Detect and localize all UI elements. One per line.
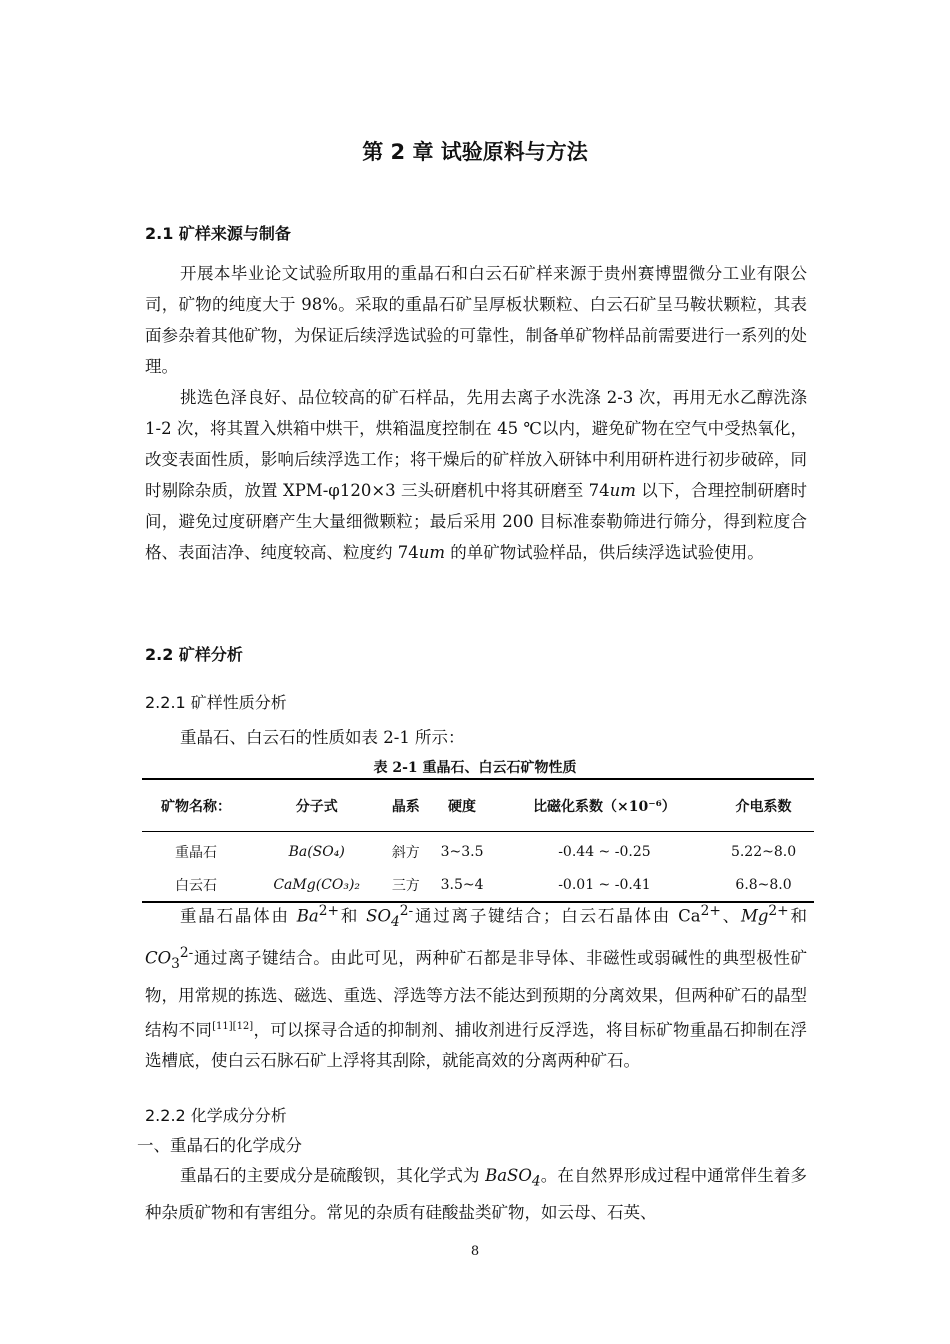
section-heading-2-2-1: 2.2.1 矿样性质分析 bbox=[145, 693, 287, 712]
table-row bbox=[142, 832, 814, 869]
mineral-properties-table bbox=[142, 778, 814, 903]
table-header-cell: 矿物名称： bbox=[142, 779, 250, 832]
section-heading-2-2: 2.2 矿样分析 bbox=[145, 645, 243, 664]
table-header-cell: 介电系数 bbox=[713, 779, 814, 832]
citation-ref: [11][12] bbox=[212, 1020, 254, 1032]
table-cell: CaMg(CO₃)₂ bbox=[250, 868, 383, 902]
table-cell: 5.22~8.0 bbox=[730, 843, 797, 860]
table-cell: 3.5~4 bbox=[428, 868, 495, 902]
section-heading-2-1: 2.1 矿样来源与制备 bbox=[145, 224, 291, 243]
table-cell: -0.01 ~ -0.41 bbox=[496, 868, 713, 902]
table-cell: 重晶石 bbox=[175, 844, 218, 861]
table-cell: Ba(SO₄) bbox=[288, 843, 345, 860]
table-header-cell: 硬度 bbox=[428, 779, 495, 832]
paragraph-sample-source: 开展本毕业论文试验所取用的重晶石和白云石矿样来源于贵州赛博盟微分工业有限公司，矿物的纯度大于 98%。采取的重晶石矿呈厚板状颗粒、白云石矿呈马鞍状颗粒，其表面参杂着其他矿物，为保证后续浮选试验的可靠性，制备单矿物样品前需要进行一系列的处理。 bbox=[145, 264, 807, 376]
table-header-row bbox=[142, 779, 814, 832]
table-cell: 6.8~8.0 bbox=[713, 868, 814, 902]
table-cell: 三方 bbox=[383, 868, 428, 902]
table-header-cell: 分子式 bbox=[250, 779, 383, 832]
table-cell: 白云石 bbox=[142, 868, 250, 902]
subheading-barite-composition: 一、重晶石的化学成分 bbox=[137, 1136, 302, 1155]
paragraph-sample-preparation: 挑选色泽良好、品位较高的矿石样品，先用去离子水洗涤 2-3 次，再用无水乙醇洗涤 1-2 次，将其置入烘箱中烘干，烘箱温度控制在 45 ℃以内，避免矿物在空气中受热氧化，改变表面性质，影响后续浮选工作；将干燥后的矿样放入研钵中利用研杵进行初步破碎，同时剔除杂质，放置 XPM-φ120×3 三头研磨机中将其研磨至 74um 以下，合理控制研磨时间，避免过度研磨产生大量细微颗粒；最后采用 200 目标准泰勒筛进行筛分，得到粒度合格、表面洁净、纯度较高、粒度约 74um 的单矿物试验样品，供后续浮选试验使用。 bbox=[145, 388, 807, 562]
paragraph-barite-composition: 重晶石的主要成分是硫酸钡，其化学式为 BaSO$_4$。在自然界形成过程中通常伴生着多种杂质矿物和有害组分。常见的杂质有硅酸盐类矿物，如云母、石英、 bbox=[145, 1166, 808, 1223]
table-header-cell: 比磁化系数（×10⁻⁶） bbox=[496, 779, 713, 832]
chapter-title: 第 2 章 试验原料与方法 bbox=[362, 140, 588, 164]
page-number: 8 bbox=[470, 1244, 480, 1259]
paragraph-table-intro: 重晶石、白云石的性质如表 2-1 所示： bbox=[180, 728, 465, 747]
table-caption: 表 2-1 重晶石、白云石矿物性质 bbox=[373, 760, 577, 776]
table-cell: -0.44 ~ -0.25 bbox=[558, 843, 651, 860]
table-cell: 斜方 bbox=[391, 844, 420, 861]
section-heading-2-2-2: 2.2.2 化学成分分析 bbox=[145, 1106, 287, 1125]
table-cell: 3~3.5 bbox=[440, 843, 484, 860]
table-header-cell: 晶系 bbox=[383, 779, 428, 832]
paragraph-crystal-bonding: 重晶石晶体由 $Ba^{2+}$和 $SO_4^{2-}$通过离子键结合；白云石晶体由 $Ca^{2+}$、$Mg^{2+}$和 $CO_3^{2-}$通过离子键结合。由此可见，两种矿石都是非导体、非磁性或弱碱性的典型极性矿物，用常规的拣选、磁选、重选、浮选等方法不能达到预期的分离效果，但两种矿石的晶型结构不同[11][12]，可以探寻合适的抑制剂、捕收剂进行反浮选，将目标矿物重晶石抑制在浮选槽底，使白云石脉石矿上浮将其刮除，就能高效的分离两种矿石。 bbox=[145, 903, 808, 1071]
